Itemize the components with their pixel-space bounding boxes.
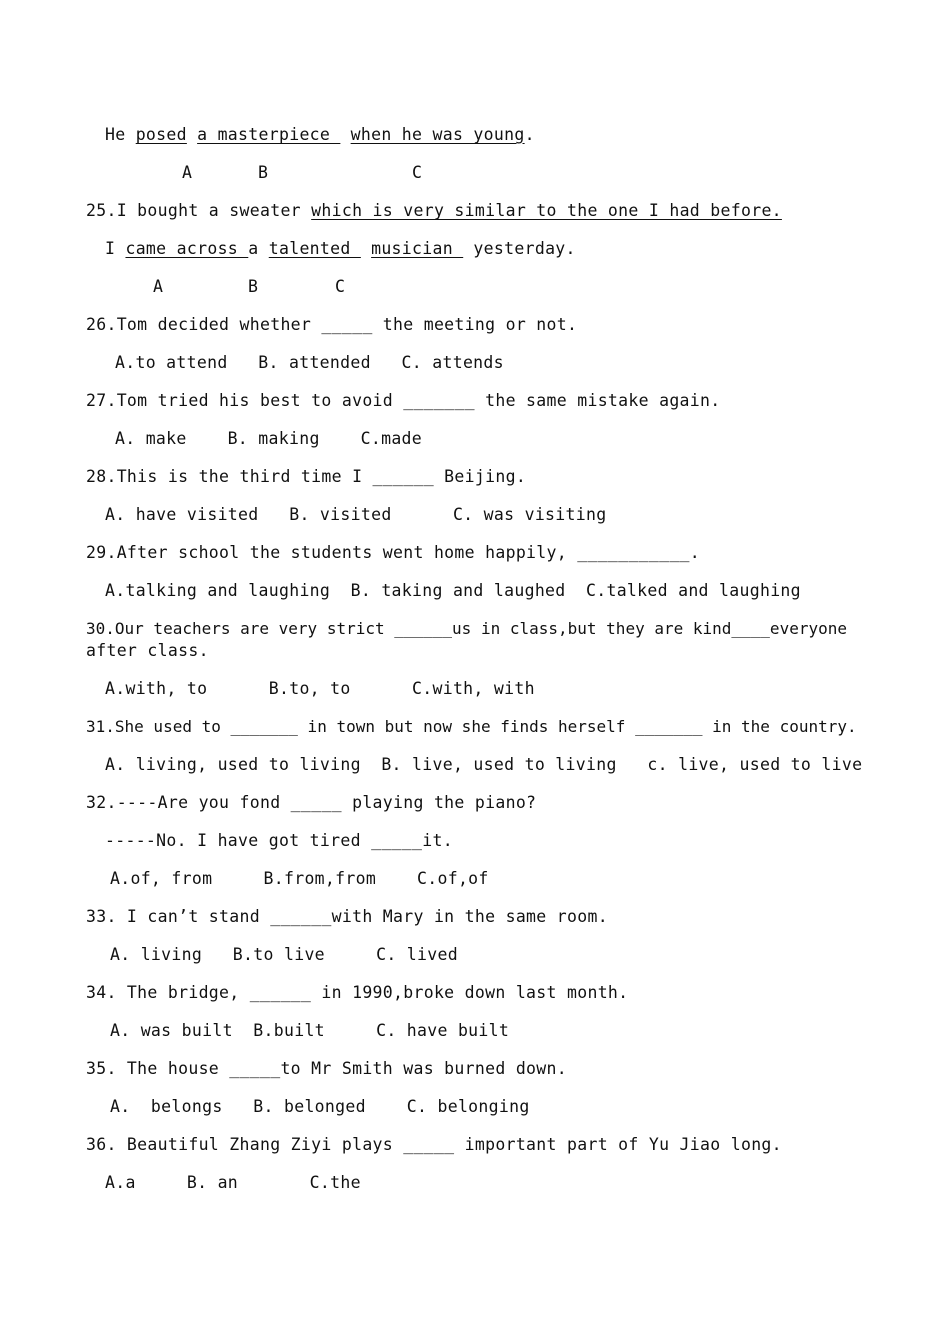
marker-c: C — [412, 163, 423, 182]
options-33: A. living B.to live C. lived — [110, 945, 458, 964]
text: . — [524, 125, 535, 144]
sentence-line — [105, 239, 576, 259]
question-30: 30.Our teachers are very strict ______us in class,but they are kind____everyone — [86, 619, 847, 638]
options-30: A.with, to B.to, to C.with, with — [105, 679, 535, 698]
underlined-part-a: came across — [125, 239, 249, 258]
text — [340, 125, 350, 144]
question-28: 28.This is the third time I ______ Beijing. — [86, 467, 527, 486]
underlined-part-a: posed — [135, 125, 187, 144]
options-36: A.a B. an C.the — [105, 1173, 361, 1192]
text: a — [248, 239, 269, 258]
underlined-part-b: a masterpiece — [197, 125, 341, 144]
marker-a: A — [182, 163, 193, 182]
text — [361, 239, 371, 258]
question-27: 27.Tom tried his best to avoid _______ the same mistake again. — [86, 391, 721, 410]
text: He — [105, 125, 136, 144]
question-35: 35. The house _____to Mr Smith was burned down. — [86, 1059, 567, 1078]
options-26: A.to attend B. attended C. attends — [115, 353, 504, 372]
text: 25.I bought a sweater — [86, 201, 312, 220]
marker-c: C — [335, 277, 346, 296]
underlined-part-c: musician — [371, 239, 464, 258]
marker-b: B — [248, 277, 259, 296]
sentence-line — [105, 125, 535, 145]
question-26: 26.Tom decided whether _____ the meeting or not. — [86, 315, 578, 334]
question-32-reply: -----No. I have got tired _____it. — [105, 831, 453, 850]
question-32: 32.----Are you fond _____ playing the piano? — [86, 793, 537, 812]
question-33: 33. I can’t stand ______with Mary in the same room. — [86, 907, 608, 926]
underlined-part-b: talented — [268, 239, 361, 258]
options-32: A.of, from B.from,from C.of,of — [110, 869, 489, 888]
question-31: 31.She used to _______ in town but now she finds herself _______ in the country. — [86, 717, 857, 736]
marker-b: B — [258, 163, 269, 182]
text: I — [105, 239, 126, 258]
question-34: 34. The bridge, ______ in 1990,broke down last month. — [86, 983, 629, 1002]
options-29: A.talking and laughing B. taking and laughed C.talked and laughing — [105, 581, 801, 600]
options-27: A. make B. making C.made — [115, 429, 423, 448]
marker-a: A — [153, 277, 164, 296]
question-36: 36. Beautiful Zhang Ziyi plays _____ important part of Yu Jiao long. — [86, 1135, 782, 1154]
options-28: A. have visited B. visited C. was visiting — [105, 505, 607, 524]
options-31: A. living, used to living B. live, used to living c. live, used to live — [105, 755, 863, 774]
underlined-clause: which is very similar to the one I had before. — [311, 201, 782, 220]
question-25 — [86, 201, 782, 221]
options-34: A. was built B.built C. have built — [110, 1021, 510, 1040]
text: yesterday. — [463, 239, 576, 258]
options-35: A. belongs B. belonged C. belonging — [110, 1097, 530, 1116]
question-29: 29.After school the students went home happily, ___________. — [86, 543, 701, 562]
underlined-part-c: when he was young — [350, 125, 525, 144]
text — [187, 125, 197, 144]
question-30-continued: after class. — [86, 641, 209, 660]
